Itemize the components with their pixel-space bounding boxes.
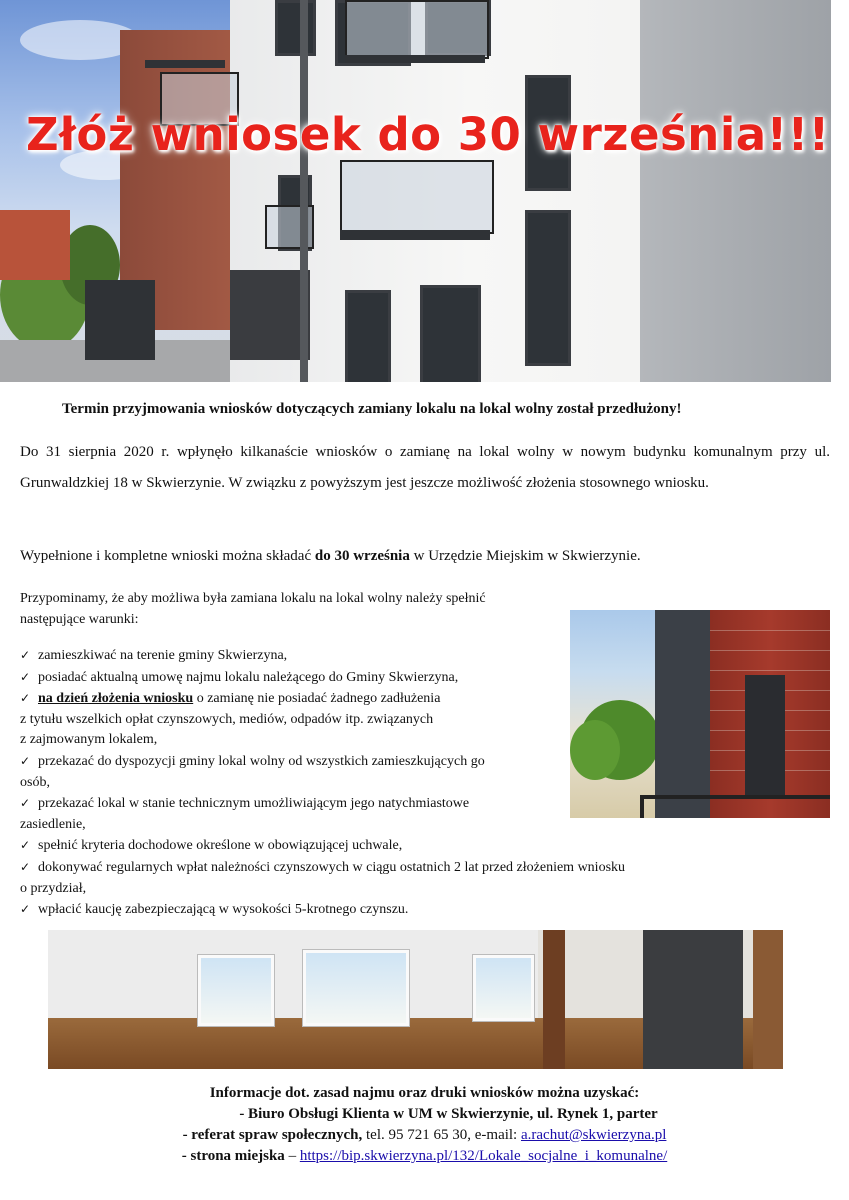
condition-continuation: z zajmowanym lokalem, bbox=[20, 732, 158, 748]
interior-photo bbox=[48, 930, 783, 1069]
info-phone: tel. 95 721 65 30, e-mail: bbox=[362, 1127, 521, 1143]
condition-text: przekazać lokal w stanie technicznym umożliwiającym jego natychmiastowe bbox=[38, 796, 470, 812]
condition-continuation: z tytułu wszelkich opłat czynszowych, mediów, odpadów itp. związanych bbox=[20, 711, 434, 727]
condition-emphasis: na dzień złożenia wniosku bbox=[38, 691, 194, 707]
check-icon: ✓ bbox=[20, 691, 31, 706]
condition-continuation: osób, bbox=[20, 774, 50, 790]
paragraph-applications-received: Do 31 sierpnia 2020 r. wpłynęło kilkanaście wniosków o zamianę na lokal wolny w nowym budynku komunalnym przy ul. Grunwaldzkiej 18 w Skwierzynie. W związku z powyższym jest jeszcze możliwość złożenia stosownego wniosku. bbox=[20, 444, 830, 491]
info-office bbox=[0, 1106, 849, 1123]
hero-building-photo bbox=[0, 0, 831, 382]
condition-text: wpłacić kaucję zabezpieczającą w wysokości 5-krotnego czynszu. bbox=[38, 902, 409, 918]
website-link[interactable]: https://bip.skwierzyna.pl/132/Lokale_socjalne_i_komunalne/ bbox=[299, 1148, 668, 1164]
info-office-text: - Biuro Obsługi Klienta w UM w Skwierzynie, ul. Rynek 1, parter bbox=[239, 1106, 658, 1122]
condition-continuation: o przydział, bbox=[20, 880, 87, 896]
condition-continuation: zasiedlenie, bbox=[20, 816, 86, 832]
announcement-title: Termin przyjmowania wniosków dotyczących zamiany lokalu na lokal wolny został przedłużony! bbox=[62, 401, 682, 417]
info-heading bbox=[0, 1085, 849, 1102]
condition-text: dokonywać regularnych wpłat należności czynszowych w ciągu ostatnich 2 lat przed złożeniem wniosku bbox=[38, 859, 626, 875]
info-social-dept bbox=[0, 1127, 849, 1144]
condition-text: o zamianę nie posiadać żadnego zadłużenia bbox=[193, 691, 441, 707]
check-icon: ✓ bbox=[20, 838, 31, 853]
conditions-intro-line: Przypominamy, że aby możliwa była zamiana lokalu na lokal wolny należy spełnić bbox=[20, 591, 486, 606]
list-item bbox=[20, 857, 740, 879]
list-item bbox=[20, 835, 740, 857]
paragraph-deadline bbox=[20, 541, 830, 572]
check-icon: ✓ bbox=[20, 669, 31, 684]
check-icon: ✓ bbox=[20, 648, 31, 662]
paragraph-deadline-start: Wypełnione i kompletne wnioski można składać bbox=[20, 548, 315, 564]
condition-text: przekazać do dyspozycji gminy lokal wolny od wszystkich zamieszkujących go bbox=[38, 753, 485, 769]
balcony-photo bbox=[570, 610, 830, 818]
info-heading-text: Informacje dot. zasad najmu oraz druki wniosków można uzyskać: bbox=[209, 1085, 640, 1101]
info-separator: – bbox=[284, 1148, 300, 1164]
conditions-intro bbox=[20, 589, 560, 630]
headline: Złóż wniosek do 30 września!!! bbox=[26, 108, 830, 161]
conditions-intro-line: następujące warunki: bbox=[20, 611, 139, 627]
info-website bbox=[0, 1148, 849, 1165]
condition-text: zamieszkiwać na terenie gminy Skwierzyna, bbox=[38, 648, 288, 663]
check-icon: ✓ bbox=[20, 859, 31, 874]
condition-text: spełnić kryteria dochodowe określone w obowiązującej uchwale, bbox=[38, 838, 403, 854]
email-link[interactable]: a.rachut@skwierzyna.pl bbox=[520, 1127, 667, 1143]
check-icon: ✓ bbox=[20, 753, 31, 768]
condition-text: posiadać aktualną umowę najmu lokalu należącego do Gminy Skwierzyna, bbox=[38, 669, 459, 685]
paragraph-deadline-end: w Urzędzie Miejskim w Skwierzynie. bbox=[409, 548, 641, 564]
check-icon: ✓ bbox=[20, 902, 31, 917]
list-item bbox=[20, 899, 740, 921]
info-dept-label: - referat spraw społecznych, bbox=[182, 1127, 363, 1143]
deadline-date: do 30 września bbox=[314, 548, 410, 564]
check-icon: ✓ bbox=[20, 796, 31, 811]
info-website-label: - strona miejska bbox=[181, 1148, 285, 1164]
